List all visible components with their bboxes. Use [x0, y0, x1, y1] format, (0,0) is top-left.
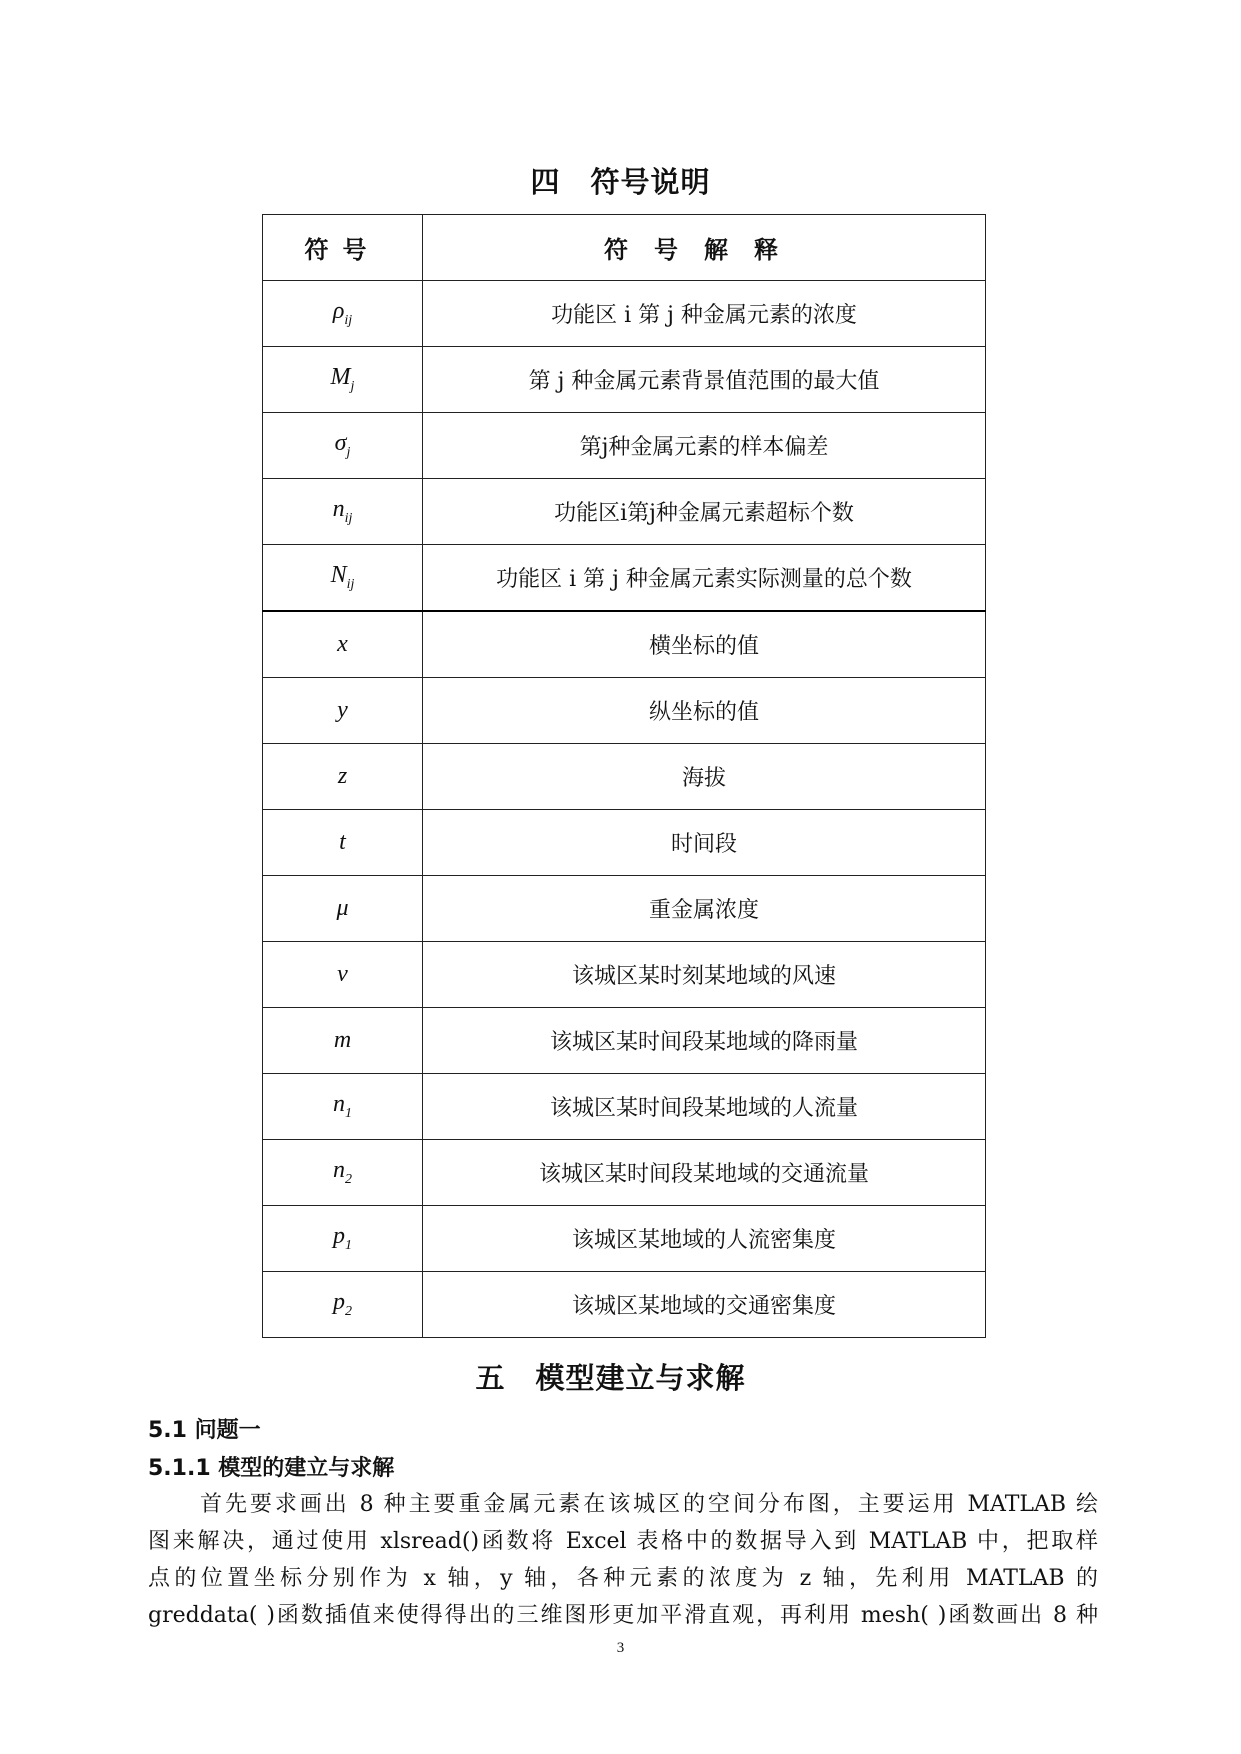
subsection-heading-model: 5.1.1 模型的建立与求解 — [148, 1456, 395, 1481]
table-row — [263, 281, 986, 347]
description-cell: 该城区某时刻某地域的风速 — [423, 942, 986, 1008]
symbol-main: z — [337, 763, 348, 789]
symbol-main: n — [332, 496, 345, 522]
table-row — [263, 479, 986, 545]
description-cell: 该城区某地域的交通密集度 — [423, 1272, 986, 1338]
paragraph-line: 首先要求画出 8 种主要重金属元素在该城区的空间分布图，主要运用 MATLAB 绘 — [200, 1492, 1098, 1517]
symbol-main: N — [330, 562, 347, 588]
description-cell: 功能区 i 第 j 种金属元素的浓度 — [423, 281, 986, 347]
symbol-subscript: j — [350, 379, 355, 394]
description-cell: 该城区某时间段某地域的降雨量 — [423, 1008, 986, 1074]
symbol-subscript: ij — [344, 313, 353, 328]
table-header-row — [263, 215, 986, 281]
symbol-main: M — [330, 364, 351, 390]
symbol-cell — [263, 1008, 423, 1074]
table-row — [263, 1206, 986, 1272]
symbol-main: ρ — [332, 298, 345, 324]
symbol-cell — [263, 744, 423, 810]
symbol-cell — [263, 942, 423, 1008]
description-cell: 该城区某地域的人流密集度 — [423, 1206, 986, 1272]
symbol-subscript: 2 — [345, 1304, 352, 1319]
page-number: 3 — [616, 1640, 625, 1656]
symbol-main: σ — [334, 430, 347, 456]
table-row — [263, 1008, 986, 1074]
symbol-cell — [263, 479, 423, 545]
table-row — [263, 347, 986, 413]
symbol-table — [262, 214, 986, 1338]
body-paragraph — [148, 1486, 1098, 1634]
symbol-main: p — [333, 1223, 345, 1249]
table-row — [263, 744, 986, 810]
symbol-subscript: 1 — [345, 1106, 352, 1121]
symbol-cell — [263, 545, 423, 612]
symbol-cell — [263, 1140, 423, 1206]
description-cell: 海拔 — [423, 744, 986, 810]
description-cell: 横坐标的值 — [423, 611, 986, 678]
symbol-cell — [263, 611, 423, 678]
symbol-subscript: ij — [346, 577, 355, 592]
table-row — [263, 810, 986, 876]
symbol-main: μ — [336, 895, 349, 921]
description-cell: 功能区i第j种金属元素超标个数 — [423, 479, 986, 545]
description-cell: 重金属浓度 — [423, 876, 986, 942]
table-row — [263, 678, 986, 744]
symbol-main: n — [333, 1091, 345, 1117]
section-title-model: 五 模型建立与求解 — [475, 1361, 746, 1395]
symbol-cell — [263, 678, 423, 744]
section-title-symbols: 四 符号说明 — [530, 165, 711, 199]
table-row — [263, 1140, 986, 1206]
symbol-cell — [263, 1206, 423, 1272]
symbol-main: y — [337, 697, 348, 723]
subsection-heading-problem-1: 5.1 问题一 — [148, 1418, 261, 1443]
symbol-cell — [263, 281, 423, 347]
paragraph-line: greddata( )函数插值来使得得出的三维图形更加平滑直观，再利用 mesh( )函数画出 8 种 — [148, 1603, 1098, 1628]
table-row — [263, 1074, 986, 1140]
table-row — [263, 942, 986, 1008]
paragraph-line: 图来解决，通过使用 xlsread()函数将 Excel 表格中的数据导入到 MATLAB 中，把取样 — [148, 1529, 1098, 1554]
symbol-main: m — [333, 1027, 352, 1053]
description-cell: 该城区某时间段某地域的人流量 — [423, 1074, 986, 1140]
paragraph-line: 点的位置坐标分别作为 x 轴，y 轴，各种元素的浓度为 z 轴，先利用 MATLAB 的 — [148, 1566, 1098, 1591]
symbol-main: t — [339, 829, 346, 855]
description-cell: 该城区某时间段某地域的交通流量 — [423, 1140, 986, 1206]
table-row — [263, 1272, 986, 1338]
description-cell: 第j种金属元素的样本偏差 — [423, 413, 986, 479]
symbol-cell — [263, 413, 423, 479]
header-explanation: 符号解释 — [423, 215, 986, 281]
symbol-subscript: ij — [344, 511, 353, 526]
symbol-cell — [263, 1074, 423, 1140]
symbol-main: x — [337, 631, 348, 657]
symbol-cell — [263, 810, 423, 876]
symbol-main: n — [333, 1157, 345, 1183]
description-cell: 纵坐标的值 — [423, 678, 986, 744]
description-cell: 功能区 i 第 j 种金属元素实际测量的总个数 — [423, 545, 986, 612]
table-row — [263, 611, 986, 678]
table-row — [263, 413, 986, 479]
table-row — [263, 545, 986, 612]
description-cell: 第 j 种金属元素背景值范围的最大值 — [423, 347, 986, 413]
header-symbol: 符号 — [263, 215, 423, 281]
symbol-cell — [263, 347, 423, 413]
symbol-cell — [263, 876, 423, 942]
symbol-subscript: 2 — [345, 1172, 352, 1187]
table-row — [263, 876, 986, 942]
symbol-subscript: j — [346, 445, 351, 460]
symbol-main: v — [337, 961, 348, 987]
symbol-cell — [263, 1272, 423, 1338]
symbol-subscript: 1 — [345, 1238, 352, 1253]
symbol-main: p — [333, 1289, 345, 1315]
description-cell: 时间段 — [423, 810, 986, 876]
